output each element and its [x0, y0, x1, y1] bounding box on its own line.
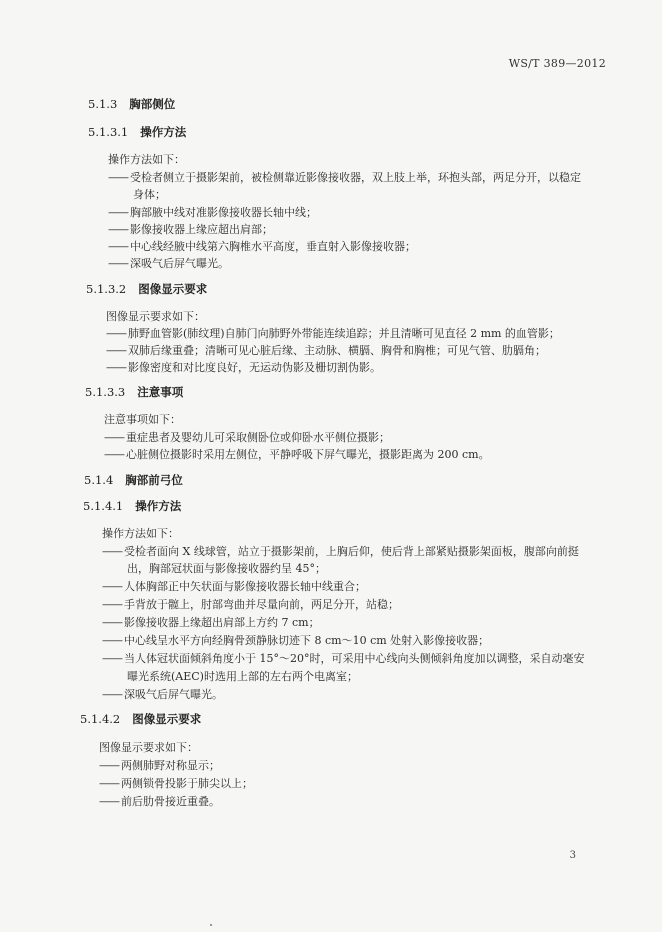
- subsection-heading: [88, 124, 186, 140]
- intro-text: 操作方法如下：: [102, 527, 179, 540]
- list-item: —— 受检者侧立于摄影架前，被检侧靠近影像接收器，双上肢上举，环抱头部，两足分开，以稳定: [108, 171, 581, 184]
- list-item: —— 手背放于髋上，肘部弯曲并尽量向前，两足分开，站稳；: [102, 598, 399, 611]
- subsection-heading: [80, 711, 201, 727]
- subsection-number: 5.1.3.3: [85, 385, 126, 399]
- scan-speck: [210, 924, 212, 926]
- subsection-title: 图像显示要求: [132, 712, 202, 726]
- list-item-continuation: 出，胸部冠状面与影像接收器约呈 45°；: [127, 562, 326, 575]
- list-item: —— 前后肋骨接近重叠。: [99, 795, 220, 808]
- list-item: —— 人体胸部正中矢状面与影像接收器长轴中线重合；: [102, 580, 366, 593]
- section-number: 5.1.4: [84, 473, 114, 487]
- intro-text: 图像显示要求如下：: [99, 741, 198, 754]
- subsection-heading: [83, 498, 181, 514]
- list-item: —— 两侧锁骨投影于肺尖以上；: [99, 777, 253, 790]
- list-item-continuation: 曝光系统(AEC)时选用上部的左右两个电离室；: [127, 670, 358, 683]
- list-item: —— 肺野血管影(肺纹理)自肺门向肺野外带能连续追踪；并且清晰可见直径 2 mm 的血管影；: [106, 327, 560, 340]
- section-title: 胸部前弓位: [125, 473, 183, 487]
- subsection-number: 5.1.3.1: [88, 125, 129, 139]
- list-item: —— 重症患者及婴幼儿可采取侧卧位或仰卧水平侧位摄影；: [104, 431, 390, 444]
- subsection-number: 5.1.4.1: [83, 499, 124, 513]
- subsection-number: 5.1.3.2: [86, 282, 127, 296]
- subsection-title: 注意事项: [137, 385, 184, 399]
- list-item: —— 胸部腋中线对准影像接收器长轴中线；: [108, 206, 317, 219]
- section-number: 5.1.3: [88, 97, 118, 111]
- list-item: —— 影像密度和对比度良好，无运动伪影及栅切割伪影。: [106, 361, 381, 374]
- list-item: —— 影像接收器上缘超出肩部上方约 7 cm；: [102, 616, 320, 629]
- list-item: —— 两侧肺野对称显示；: [99, 759, 220, 772]
- list-item: —— 受检者面向 X 线球管，站立于摄影架前，上胸后仰，使后背上部紧贴摄影架面板，腹部向前挺: [102, 545, 579, 558]
- list-item: —— 中心线经腋中线第六胸椎水平高度，垂直射入影像接收器；: [108, 240, 416, 253]
- list-item: —— 双肺后缘重叠；清晰可见心脏后缘、主动脉、横膈、胸骨和胸椎；可见气管、肋膈角；: [106, 344, 546, 357]
- page-number: 3: [569, 850, 576, 861]
- section-title: 胸部侧位: [129, 97, 176, 111]
- list-item: —— 中心线呈水平方向经胸骨颈静脉切迹下 8 cm～10 cm 处射入影像接收器；: [102, 634, 490, 647]
- section-heading: [84, 472, 183, 488]
- subsection-title: 操作方法: [140, 125, 187, 139]
- document-code: WS/T 389—2012: [508, 57, 606, 70]
- list-item: —— 心脏侧位摄影时采用左侧位，平静呼吸下屏气曝光，摄影距离为 200 cm。: [104, 448, 490, 461]
- subsection-heading: [86, 281, 207, 297]
- subsection-heading: [85, 384, 183, 400]
- list-item: —— 影像接收器上缘应超出肩部；: [108, 223, 273, 236]
- intro-text: 图像显示要求如下：: [106, 310, 205, 323]
- list-item: —— 深吸气后屏气曝光。: [102, 688, 223, 701]
- section-heading: [88, 96, 175, 112]
- subsection-title: 图像显示要求: [138, 282, 208, 296]
- list-item: —— 当人体冠状面倾斜角度小于 15°～20°时，可采用中心线向头侧倾斜角度加以调整，采自动毫安: [102, 652, 585, 665]
- subsection-number: 5.1.4.2: [80, 712, 121, 726]
- list-item: —— 深吸气后屏气曝光。: [108, 257, 229, 270]
- intro-text: 操作方法如下：: [108, 153, 185, 166]
- list-item-continuation: 身体；: [133, 188, 166, 201]
- intro-text: 注意事项如下：: [104, 413, 181, 426]
- subsection-title: 操作方法: [135, 499, 182, 513]
